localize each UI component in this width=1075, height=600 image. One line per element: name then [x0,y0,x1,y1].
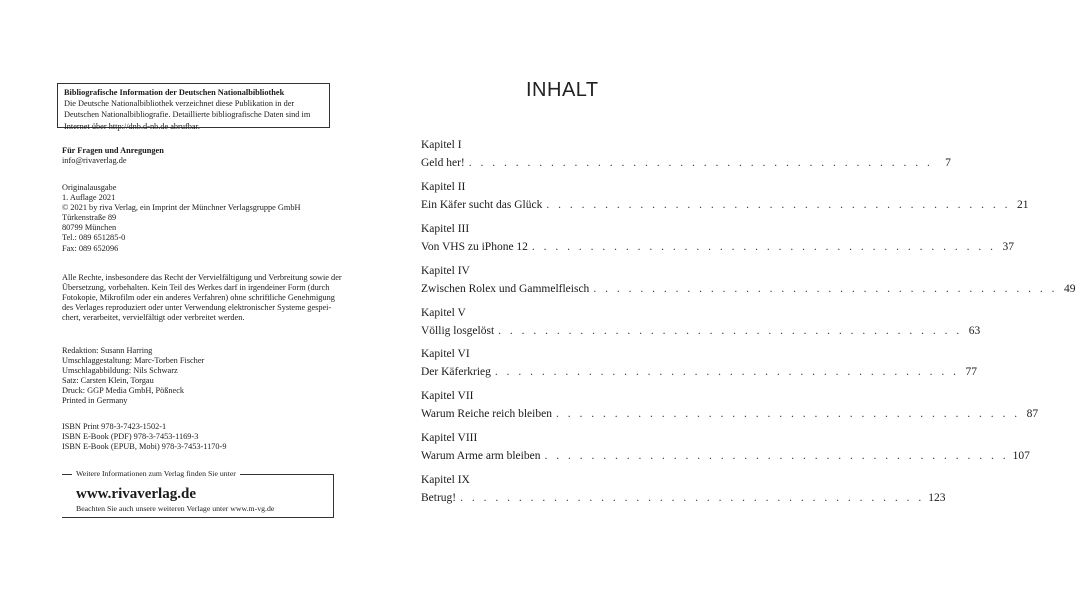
isbn-line: ISBN E-Book (PDF) 978-3-7453-1169-3 [62,432,199,442]
credit-line: Satz: Carsten Klein, Torgau [62,376,154,386]
toc-entry [421,305,981,347]
chapter-page: 21 [1016,198,1029,211]
publisher-block [62,183,301,254]
chapter-title: Zwischen Rolex und Gammelfleisch [421,282,590,295]
contents-page [376,0,1075,600]
chapter-page: 77 [965,366,978,379]
chapter-title: Der Käferkrieg [421,366,491,379]
publisher-line: © 2021 by riva Verlag, ein Imprint der Münchner Verlagsgruppe GmbH [62,203,301,213]
isbn-line: ISBN E-Book (EPUB, Mobi) 978-3-7453-1170-9 [62,442,227,452]
credit-line: Druck: GGP Media GmbH, Pößneck [62,386,185,396]
credit-line: Printed in Germany [62,396,128,406]
biblio-line: Internet über http://dnb.d-nb.de abrufbar. [64,121,200,131]
rights-line: des Verlages reproduziert oder unter Verwendung elektronischer Systeme gespei- [62,303,332,313]
credits-block [62,346,204,407]
chapter-title: Betrug! [421,492,457,505]
leader-dots: . . . . . . . . . . . . . . . . . . . . . . . . . . . . . . . . . . . . . . . . [546,198,1011,211]
toc-entry [421,430,1030,472]
chapter-label: Kapitel VIII [421,432,478,445]
credit-line: Umschlaggestaltung: Marc-Torben Fischer [62,356,205,366]
chapter-label: Kapitel VII [421,390,474,403]
publisher-line: 80799 München [62,223,117,233]
web-more-info: Weitere Informationen zum Verlag finden Sie unter [72,469,240,479]
chapter-page: 7 [945,157,951,169]
toc-entry [421,472,946,514]
biblio-line: Deutschen Nationalbibliografie. Detaillierte bibliografische Daten sind im [64,110,311,120]
isbn-block [62,422,226,452]
chapter-page: 63 [968,324,981,337]
toc-entry [421,388,1039,430]
chapter-title: Geld her! [421,157,465,169]
chapter-label: Kapitel II [421,180,466,193]
imprint-page [0,0,376,600]
biblio-heading: Bibliografische Information der Deutschen Nationalbibliothek [64,88,285,97]
leader-dots: . . . . . . . . . . . . . . . . . . . . . . . . . . . . . . . . . . . . . . . . [531,240,997,253]
publisher-line: Türkenstraße 89 [62,213,117,223]
chapter-label: Kapitel III [421,222,470,235]
chapter-page: 37 [1002,240,1015,253]
leader-dots: . . . . . . . . . . . . . . . . . . . . . . . . . . . . . . . . . . . . . . . . [494,366,960,379]
publisher-web-box [62,469,334,518]
chapter-title: Völlig losgelöst [421,324,495,337]
chapter-title: Von VHS zu iPhone 12 [421,240,528,253]
chapter-label: Kapitel VI [421,348,470,361]
chapter-title: Ein Käfer sucht das Glück [421,198,543,211]
toc-entry [421,346,978,388]
rights-block [62,273,342,323]
chapter-label: Kapitel IV [421,264,470,277]
publisher-line: Fax: 089 652096 [62,243,119,253]
biblio-line: Die Deutsche Nationalbibliothek verzeichnet diese Publikation in der [64,99,295,109]
chapter-label: Kapitel I [421,139,462,151]
toc-title: INHALT [526,79,599,101]
bibliographic-info-box [57,83,330,131]
contact-block [62,146,164,166]
rights-line: Übersetzung, vorbehalten. Kein Teil des Werkes darf in irgendeiner Form (durch [62,283,330,293]
chapter-page: 107 [1012,450,1030,463]
publisher-line: 1. Auflage 2021 [62,193,116,203]
toc-entry [421,263,1075,305]
chapter-page: 49 [1063,282,1075,295]
chapter-page: 87 [1026,408,1039,421]
rights-line: Alle Rechte, insbesondere das Recht der Vervielfältigung und Verbreitung sowie der [62,273,342,282]
chapter-label: Kapitel IX [421,474,470,487]
rights-line: chert, verarbeitet, vervielfältigt oder verbreitet werden. [62,313,245,323]
leader-dots: . . . . . . . . . . . . . . . . . . . . . . . . . . . . . . . . . . . . . . . . [468,157,933,169]
credit-line: Redaktion: Susann Harring [62,346,153,355]
toc-entry [421,179,1029,221]
leader-dots: . . . . . . . . . . . . . . . . . . . . . . . . . . . . . . . . . . . . . . . . [460,492,925,505]
isbn-line: ISBN Print 978-3-7423-1502-1 [62,422,167,431]
chapter-page: 123 [928,492,946,505]
toc-entry [421,137,951,179]
chapter-title: Warum Arme arm bleiben [421,450,541,463]
toc-entry [421,221,1015,263]
contact-email: info@rivaverlag.de [62,156,127,166]
table-of-contents [421,137,1075,514]
leader-dots: . . . . . . . . . . . . . . . . . . . . . . . . . . . . . . . . . . . . . . . . [544,450,1009,463]
credit-line: Umschlagabbildung: Nils Schwarz [62,366,178,376]
contact-heading: Für Fragen und Anregungen [62,146,164,155]
chapter-title: Warum Reiche reich bleiben [421,408,552,421]
publisher-line: Tel.: 089 651285-0 [62,233,126,243]
leader-dots: . . . . . . . . . . . . . . . . . . . . . . . . . . . . . . . . . . . . . . . . [555,408,1021,421]
leader-dots: . . . . . . . . . . . . . . . . . . . . . . . . . . . . . . . . . . . . . . . . [498,324,963,337]
chapter-label: Kapitel V [421,306,466,319]
publisher-line: Originalausgabe [62,183,117,192]
publisher-url: www.rivaverlag.de [76,486,196,502]
web-other-publishers: Beachten Sie auch unsere weiteren Verlage unter www.m-vg.de [76,504,275,513]
leader-dots: . . . . . . . . . . . . . . . . . . . . . . . . . . . . . . . . . . . . . . . . [593,282,1058,295]
rights-line: Fotokopie, Mikrofilm oder ein anderes Verfahren) ohne schriftliche Genehmigung [62,293,335,303]
